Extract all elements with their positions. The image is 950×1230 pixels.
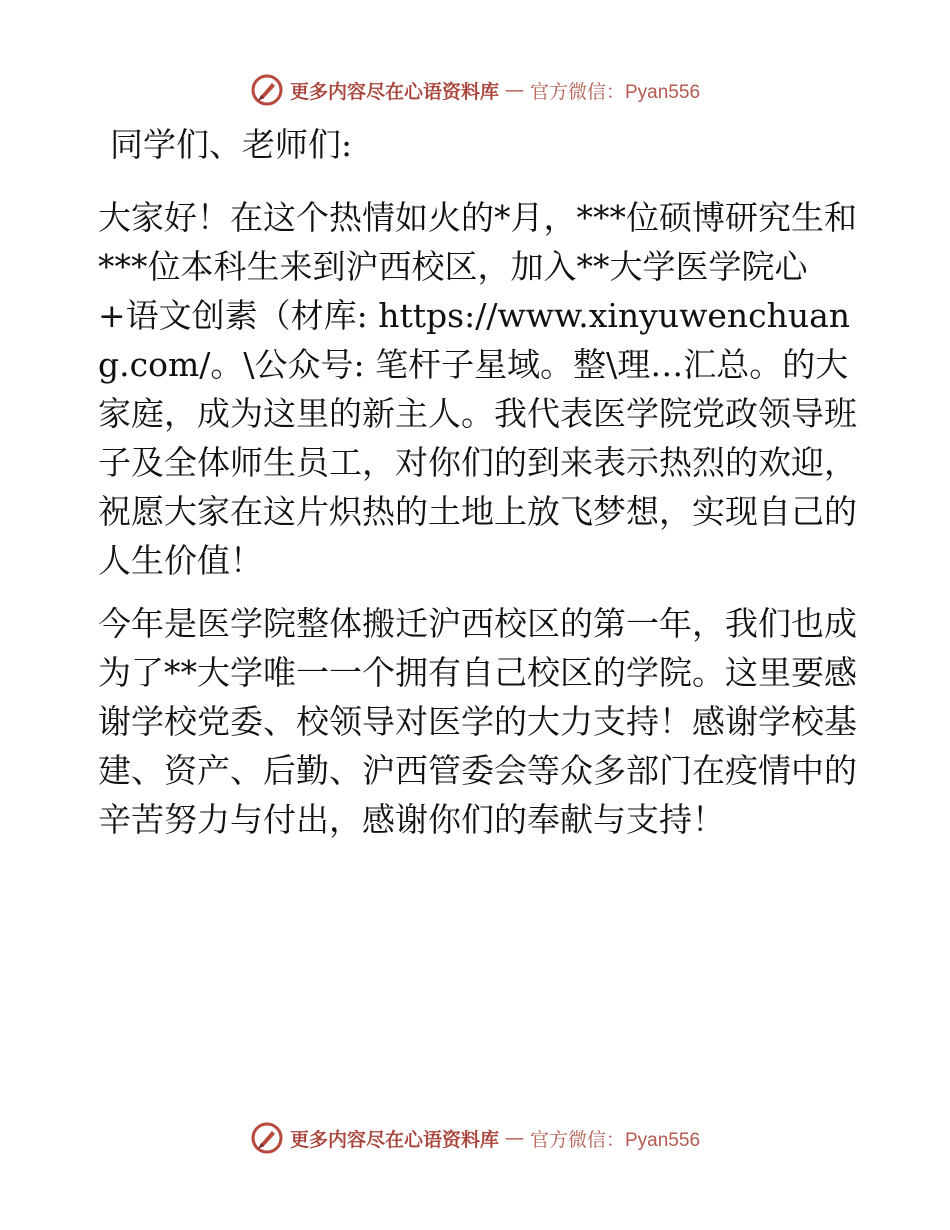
watermark-wechat-text: 官方微信：Pyan556 xyxy=(530,81,701,103)
watermark-wechat-text: 官方微信：Pyan556 xyxy=(530,1129,701,1151)
pen-logo-icon xyxy=(250,73,284,107)
watermark-site-text: 更多内容尽在心语资料库 xyxy=(289,80,499,103)
watermark-site-text: 更多内容尽在心语资料库 xyxy=(289,1128,499,1151)
paragraph-welcome: 大家好！在这个热情如火的*月，***位硕博研究生和***位本科生来到沪西校区，加入**大学医学院心+语文创素（材库: https://www.xinyuwenchuang.com/。\公众号: 笔杆子星域。整\理…汇总。的大家庭，成为这里的新主人。我代表医学院党政领导班子及全体师生员工，对你们的到来表示热烈的欢迎，祝愿大家在这片炽热的土地上放飞梦想，实现自己的人生价值！ xyxy=(98,198,857,580)
pen-logo-icon xyxy=(250,1121,284,1155)
paragraph-campus: 今年是医学院整体搬迁沪西校区的第一年，我们也成为了**大学唯一一个拥有自己校区的学院。这里要感谢学校党委、校领导对医学的大力支持！感谢学校基建、资产、后勤、沪西管委会等众多部门在疫情中的辛苦努力与付出，感谢你们的奉献与支持！ xyxy=(98,604,857,839)
watermark-separator: — xyxy=(505,79,524,101)
footer-watermark xyxy=(0,1118,950,1158)
greeting-line: 同学们、老师们: xyxy=(110,125,353,164)
header-watermark xyxy=(0,70,950,110)
watermark-separator: — xyxy=(505,1127,524,1149)
document-body xyxy=(98,120,858,858)
